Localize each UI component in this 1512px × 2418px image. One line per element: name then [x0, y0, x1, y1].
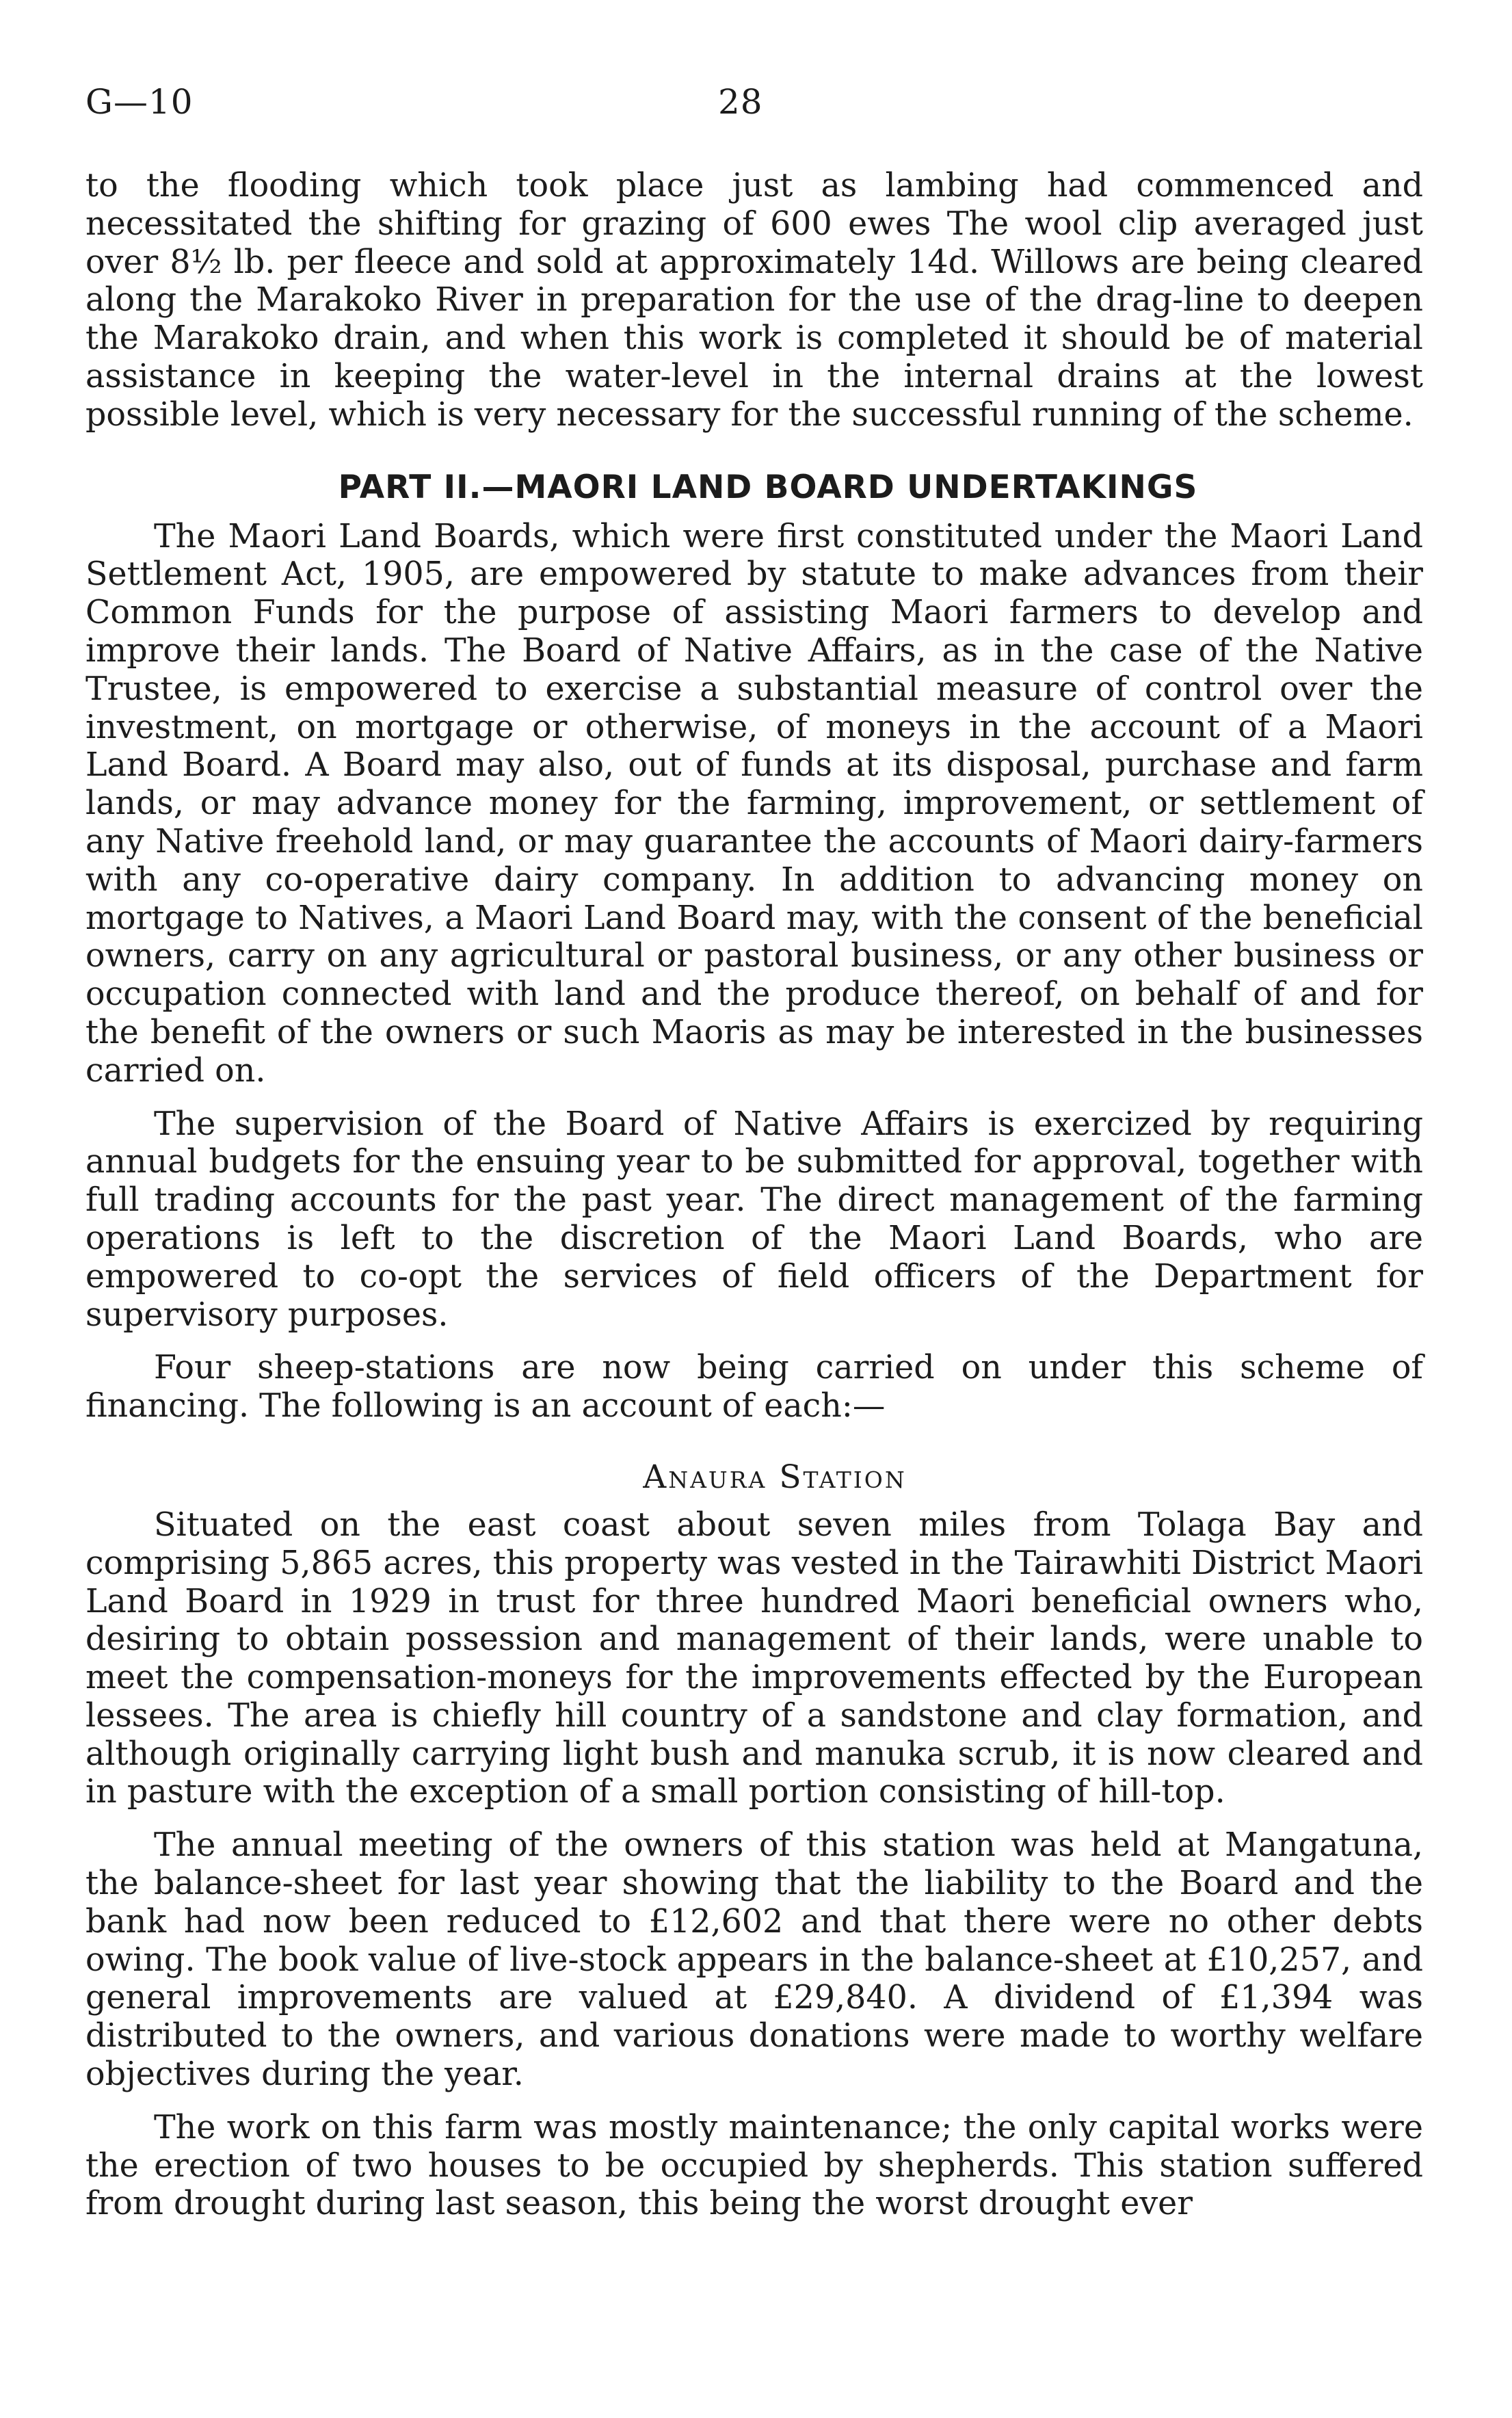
paragraph-sheep-stations: Four sheep-stations are now being carried on under this scheme of financing. The following is an account of each:—	[85, 1349, 1423, 1425]
page-reference: G—10	[85, 82, 194, 122]
paragraph-anaura-situation: Situated on the east coast about seven miles from Tolaga Bay and comprising 5,865 acres, this property was vested in the Tairawhiti District Maori Land Board in 1929 in trust for three hundred Maori beneficial owners who, desiring to obtain possession and management of their lands, were unable to meet the compensation-moneys for the improvements effected by the European lessees. The area is chiefly hill country of a sandstone and clay formation, and although originally carrying light bush and manuka scrub, it is now cleared and in pasture with the exception of a small portion consisting of hill-top.	[85, 1506, 1423, 1811]
station-heading: Anaura Station	[643, 1458, 907, 1496]
paragraph-farm-work: The work on this farm was mostly maintenance; the only capital works were the erection of two houses to be occupied by shepherds. This station suffered from drought during last season, this being the worst drought ever	[85, 2108, 1423, 2223]
paragraph-flooding: to the flooding which took place just as lambing had commenced and necessitated the shifting for grazing of 600 ewes The wool clip averaged just over 8½ lb. per fleece and sold at approximately 14d. Willows are being cleared along the Marakoko River in preparation for the use of the drag-line to deepen the Marakoko drain, and when this work is completed it should be of material assistance in keeping the water-level in the internal drains at the lowest possible level, which is very necessary for the successful running of the scheme.	[85, 167, 1423, 434]
part-heading: PART II.—MAORI LAND BOARD UNDERTAKINGS	[338, 468, 1198, 506]
document-body	[85, 167, 1423, 2223]
paragraph-supervision: The supervision of the Board of Native Affairs is exercized by requiring annual budgets for the ensuing year to be submitted for approval, together with full trading accounts for the past year. The direct management of the farming operations is left to the discretion of the Maori Land Boards, who are empowered to co-opt the services of field officers of the Department for supervisory purposes.	[85, 1105, 1423, 1334]
paragraph-maori-land-boards: The Maori Land Boards, which were first constituted under the Maori Land Settlement Act, 1905, are empowered by statute to make advances from their Common Funds for the purpose of assisting Maori farmers to develop and improve their lands. The Board of Native Affairs, as in the case of the Native Trustee, is empowered to exercise a substantial measure of control over the investment, on mortgage or otherwise, of moneys in the account of a Maori Land Board. A Board may also, out of funds at its disposal, purchase and farm lands, or may advance money for the farming, improvement, or settlement of any Native freehold land, or may guarantee the accounts of Maori dairy-farmers with any co-operative dairy company. In addition to advancing money on mortgage to Natives, a Maori Land Board may, with the consent of the beneficial owners, carry on any agricultural or pastoral business, or any other business or occupation connected with land and the produce thereof, on behalf of and for the benefit of the owners or such Maoris as may be interested in the businesses carried on.	[85, 517, 1423, 1090]
page-number: 28	[718, 82, 763, 122]
page-header	[85, 82, 1426, 130]
paragraph-annual-meeting: The annual meeting of the owners of this station was held at Mangatuna, the balance-sheet for last year showing that the liability to the Board and the bank had now been reduced to £12,602 and that there were no other debts owing. The book value of live-stock appears in the balance-sheet at £10,257, and general improvements are valued at £29,840. A dividend of £1,394 was distributed to the owners, and various donations were made to worthy welfare objectives during the year.	[85, 1826, 1423, 2094]
